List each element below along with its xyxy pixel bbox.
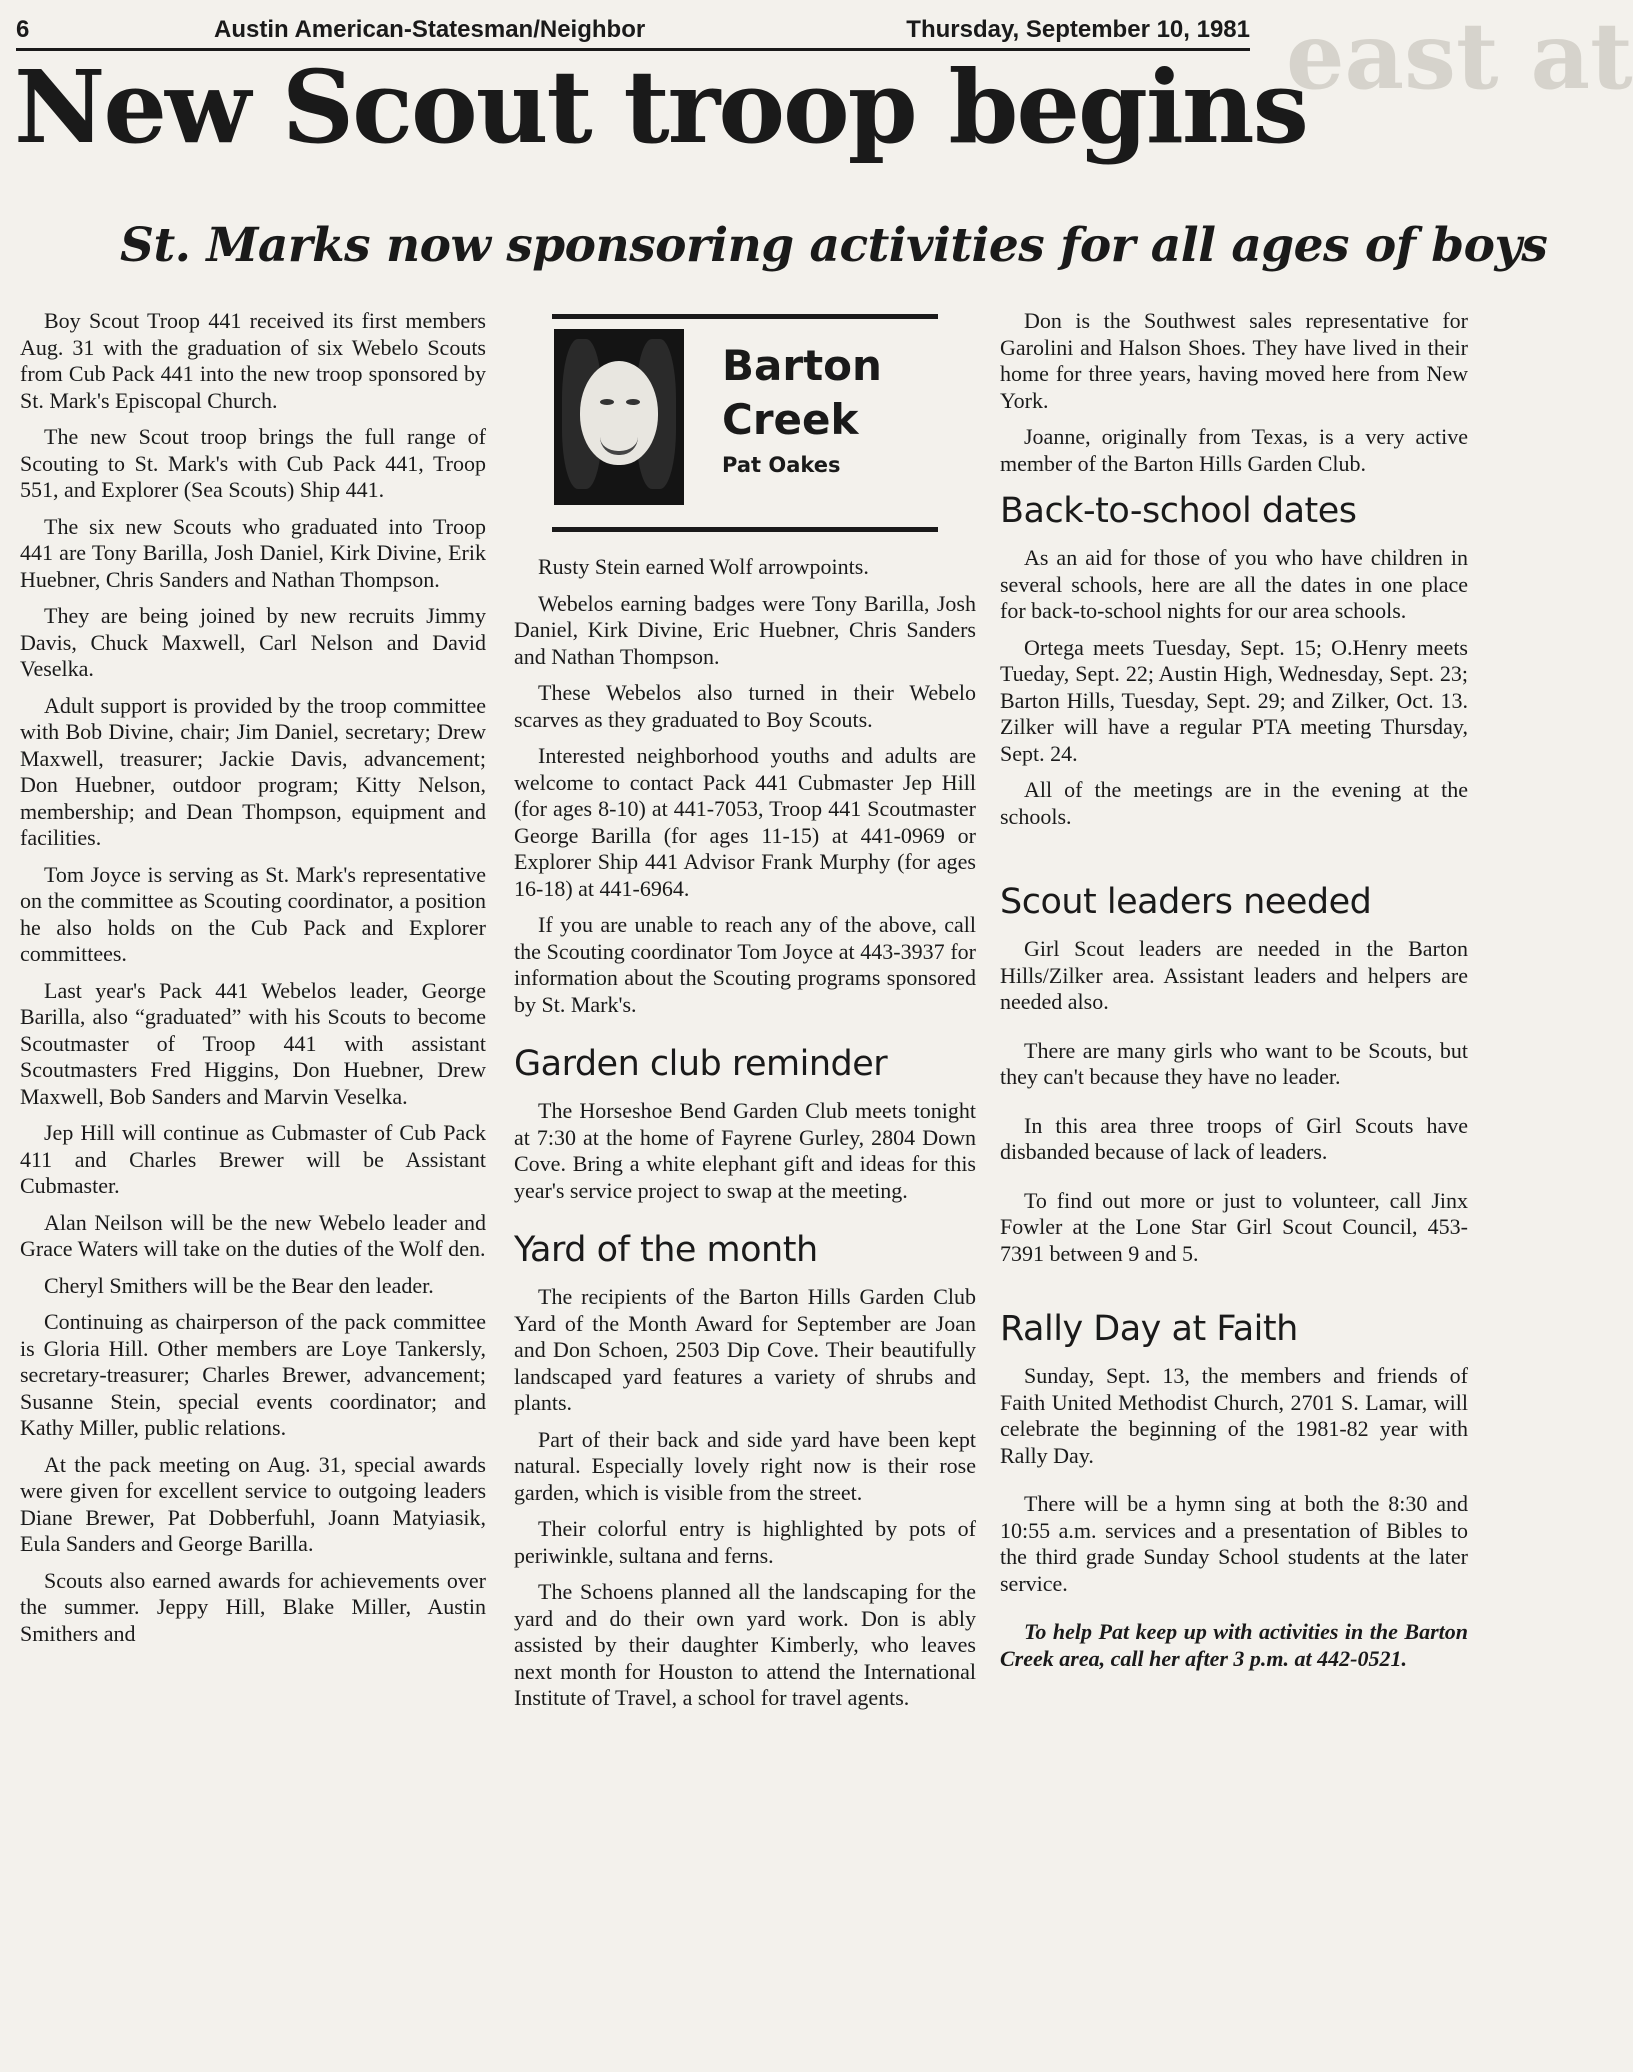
column-title-line-2: Creek [722, 395, 859, 444]
publication-date: Thursday, September 10, 1981 [906, 16, 1250, 43]
column-header-box [552, 314, 938, 532]
paragraph: Cheryl Smithers will be the Bear den leader. [44, 1272, 434, 1298]
article-column-3 [1000, 308, 1468, 1682]
section-heading-back-to-school: Back-to-school dates [1000, 491, 1357, 531]
paragraph: The Schoens planned all the landscaping for the yard and do their own yard work. Don is ably assisted by their daughter Kimberly, who leaves next month for Houston to attend the International Institute of Travel, a school for travel agents. [514, 1579, 976, 1710]
paragraph: Alan Neilson will be the new Webelo leader and Grace Waters will take on the duties of the Wolf den. [20, 1209, 486, 1261]
paragraph: The recipients of the Barton Hills Garden Club Yard of the Month Award for September are Joan and Don Schoen, 2503 Dip Cove. Their beautifully landscaped yard features a variety of shrubs and plants. [514, 1284, 976, 1415]
columnist-photo [554, 329, 684, 505]
paragraph: To find out more or just to volunteer, call Jinx Fowler at the Lone Star Girl Scout Council, 453-7391 between 9 and 5. [1000, 1187, 1468, 1266]
paragraph: Interested neighborhood youths and adults are welcome to contact Pack 441 Cubmaster Jep Hill (for ages 8-10) at 441-7053, Troop 441 Scoutmaster George Barilla (for ages 11-15) at 441-0969 or Explorer Ship 441 Advisor Frank Murphy (for ages 16-18) at 441-6964. [514, 743, 976, 901]
paragraph: The six new Scouts who graduated into Troop 441 are Tony Barilla, Josh Daniel, Kirk Divine, Erik Huebner, Chris Sanders and Nathan Thompson. [20, 513, 486, 592]
section-heading-yard-of-month: Yard of the month [514, 1230, 818, 1270]
column-title [722, 339, 882, 447]
paragraph: Tom Joyce is serving as St. Mark's representative on the committee as Scouting coordinator, a position he also holds on the Cub Pack and Explorer committees. [20, 861, 486, 966]
paragraph: Webelos earning badges were Tony Barilla, Josh Daniel, Kirk Divine, Eric Huebner, Chris Sanders and Nathan Thompson. [514, 590, 976, 669]
paragraph: Boy Scout Troop 441 received its first members Aug. 31 with the graduation of six Webelo Scouts from Cub Pack 441 into the new troop sponsored by St. Mark's Episcopal Church. [20, 308, 486, 413]
paragraph: Part of their back and side yard have been kept natural. Especially lovely right now is their rose garden, which is visible from the street. [514, 1426, 976, 1505]
subheadline: St. Marks now sponsoring activities for all ages of boys [120, 218, 1548, 273]
paragraph: Their colorful entry is highlighted by pots of periwinkle, sultana and ferns. [514, 1516, 976, 1568]
article-column-2 [514, 554, 976, 1722]
paragraph: All of the meetings are in the evening at the schools. [1000, 777, 1468, 829]
paragraph: Adult support is provided by the troop committee with Bob Divine, chair; Jim Daniel, secretary; Drew Maxwell, treasurer; Jackie Davis, advancement; Don Huebner, outdoor program; Kitty Nelson, membership; and Dean Thompson, equipment and facilities. [20, 692, 486, 850]
column-title-line-1: Barton [722, 341, 882, 390]
paragraph: Scouts also earned awards for achievements over the summer. Jeppy Hill, Blake Miller, Austin Smithers and [20, 1567, 486, 1646]
paragraph: They are being joined by new recruits Jimmy Davis, Chuck Maxwell, Carl Nelson and David Veselka. [20, 603, 486, 681]
headline: New Scout troop begins [14, 48, 1307, 166]
paragraph: There will be a hymn sing at both the 8:30 and 10:55 a.m. services and a presentation of Bibles to the third grade Sunday School students at the later service. [1000, 1491, 1468, 1596]
paragraph: There are many girls who want to be Scouts, but they can't because they have no leader. [1000, 1037, 1468, 1089]
paragraph: If you are unable to reach any of the above, call the Scouting coordinator Tom Joyce at 443-3937 for information about the Scouting programs sponsored by St. Mark's. [514, 912, 976, 1017]
paragraph: The Horseshoe Bend Garden Club meets tonight at 7:30 at the home of Fayrene Gurley, 2804 Down Cove. Bring a white elephant gift and ideas for this year's service project to swap at the meeting. [514, 1098, 976, 1203]
photo-eye [626, 399, 640, 405]
paragraph: The new Scout troop brings the full range of Scouting to St. Mark's with Cub Pack 441, Troop 551, and Explorer (Sea Scouts) Ship 441. [20, 424, 486, 502]
paragraph: At the pack meeting on Aug. 31, special awards were given for excellent service to outgoing leaders Diane Brewer, Pat Dobberfuhl, Joann Matyiasik, Eula Sanders and George Barilla. [20, 1451, 486, 1556]
paragraph: In this area three troops of Girl Scouts have disbanded because of lack of leaders. [1000, 1112, 1468, 1164]
page-number: 6 [16, 16, 30, 43]
byline: Pat Oakes [722, 453, 841, 477]
paragraph: Don is the Southwest sales representative for Garolini and Halson Shoes. They have lived in their home for three years, having moved here from New York. [1000, 308, 1468, 413]
paragraph: Ortega meets Tuesday, Sept. 15; O.Henry meets Tueday, Sept. 22; Austin High, Wednesday, Sept. 23; Barton Hills, Tuesday, Sept. 29; and Zilker, Oct. 13. Zilker will have a regular PTA meeting Thursday, Sept. 24. [1000, 634, 1468, 766]
paragraph: Girl Scout leaders are needed in the Barton Hills/Zilker area. Assistant leaders and helpers are needed also. [1000, 936, 1468, 1014]
paragraph: As an aid for those of you who have children in several schools, here are all the dates in one place for back-to-school nights for our area schools. [1000, 545, 1468, 623]
section-heading-rally-day: Rally Day at Faith [1000, 1309, 1298, 1349]
paragraph: Continuing as chairperson of the pack committee is Gloria Hill. Other members are Loye Tankersly, secretary-treasurer; Charles Brewer, advancement; Susanne Stein, special events coordinator; and Kathy Miller, public relations. [20, 1309, 486, 1440]
closing-note: To help Pat keep up with activities in the Barton Creek area, call her after 3 p.m. at 442-0521. [1000, 1619, 1468, 1671]
photo-eye [600, 399, 614, 405]
paragraph: Last year's Pack 441 Webelos leader, George Barilla, also “graduated” with his Scouts to become Scoutmaster of Troop 441 with assistant Scoutmasters Fred Higgins, Don Huebner, Drew Maxwell, Bob Sanders and Marvin Veselka. [20, 977, 486, 1109]
paragraph: Joanne, originally from Texas, is a very active member of the Barton Hills Garden Club. [1000, 424, 1468, 476]
page-folio [16, 12, 1250, 51]
paragraph: Rusty Stein earned Wolf arrowpoints. [538, 554, 869, 579]
publication-name: Austin American-Statesman/Neighbor [214, 16, 646, 43]
article-column-1 [20, 308, 486, 1657]
section-heading-garden-club: Garden club reminder [514, 1044, 888, 1084]
paragraph: These Webelos also turned in their Webelo scarves as they graduated to Boy Scouts. [514, 680, 976, 732]
paragraph: Sunday, Sept. 13, the members and friends of Faith United Methodist Church, 2701 S. Lamar, will celebrate the beginning of the 1981-82 year with Rally Day. [1000, 1363, 1468, 1468]
adjacent-headline-fragment: east at [1286, 2, 1633, 110]
section-heading-scout-leaders: Scout leaders needed [1000, 882, 1372, 922]
paragraph: Jep Hill will continue as Cubmaster of Cub Pack 411 and Charles Brewer will be Assistant Cubmaster. [20, 1120, 486, 1198]
